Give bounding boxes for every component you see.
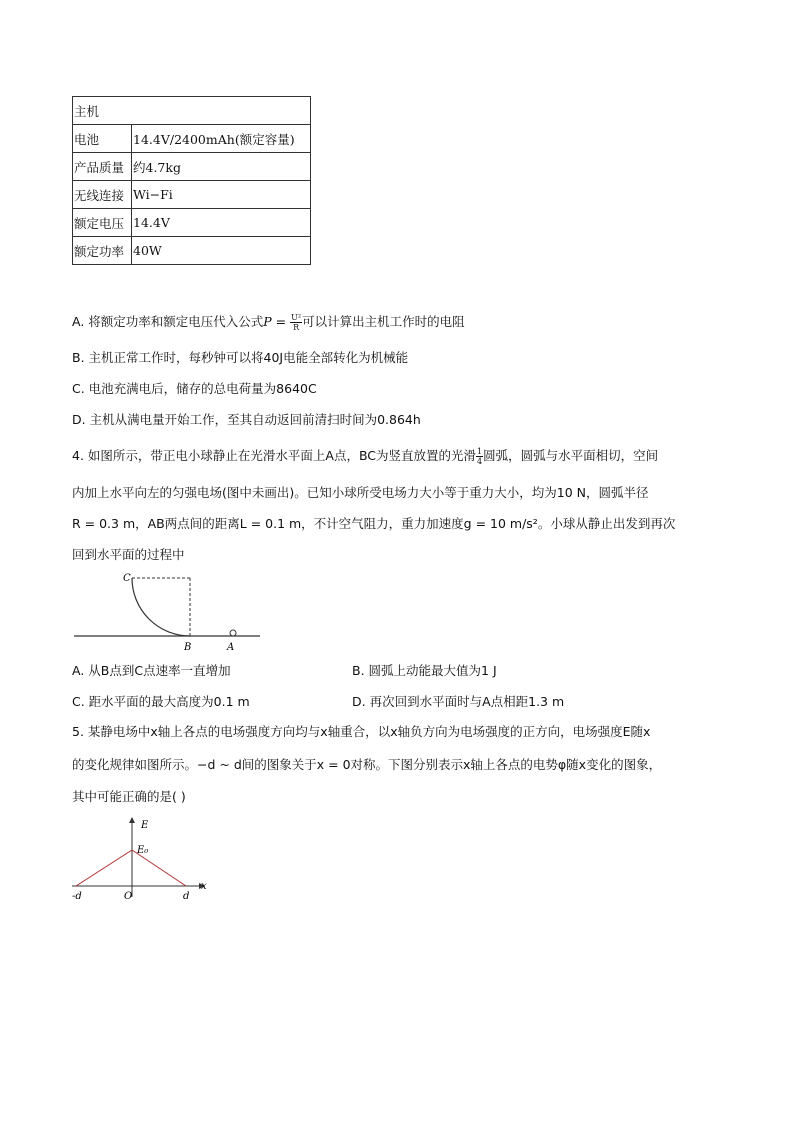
e-axis-label: E: [141, 820, 149, 831]
table-row: [73, 153, 311, 181]
q4-arc-diagram: [70, 568, 270, 654]
x-axis-label: x: [201, 881, 207, 892]
table-header-cell: 主机: [73, 97, 311, 125]
table-cell-value: Wi−Fi: [132, 181, 311, 209]
field-line-left: [76, 850, 132, 886]
q4-stem-line4: 回到水平面的过程中: [72, 547, 185, 562]
charged-ball: [230, 630, 236, 636]
quarter-arc: [132, 578, 190, 636]
table-row: [73, 125, 311, 153]
table-cell-value: 14.4V: [132, 209, 311, 237]
table-cell-label: 电池: [73, 125, 132, 153]
table-row: [73, 237, 311, 265]
table-cell-label: 产品质量: [73, 153, 132, 181]
e0-label: E₀: [137, 845, 149, 856]
neg-d-label: -d: [72, 891, 82, 902]
table-cell-value: 40W: [132, 237, 311, 265]
q4-stem-line3: R = 0.3 m，AB两点间的距离L = 0.1 m，不计空气阻力，重力加速度g = 10 m/s²。小球从静止出发到再次: [72, 516, 676, 531]
table-cell-label: 无线连接: [73, 181, 132, 209]
q4-option-c: C. 距水平面的最大高度为0.1 m: [72, 694, 250, 709]
q5-ex-graph: [68, 813, 218, 905]
label-b: B: [184, 642, 192, 653]
q4-option-b: B. 圆弧上动能最大值为1 J: [352, 663, 497, 678]
q4-stem-line1: 4. 如图所示，带正电小球静止在光滑水平面上A点，BC为竖直放置的光滑 $\frac{1}{4}$ 圆弧，圆弧与水平面相切，空间: [72, 447, 659, 466]
q3-option-d: D. 主机从满电量开始工作，至其自动返回前清扫时间为0.864h: [72, 412, 421, 427]
q3-option-c: C. 电池充满电后，储存的总电荷量为8640C: [72, 381, 317, 396]
quarter-fraction: $\frac{1}{4}$: [477, 447, 483, 466]
q3-option-a: A. 将额定功率和额定电压代入公式P = $\frac{\text{U²}}{R}$ 可以计算出主机工作时的电阻: [72, 313, 465, 332]
q5-stem-line3: 其中可能正确的是( ): [72, 789, 186, 804]
table-cell-label: 额定电压: [73, 209, 132, 237]
q4-option-a: A. 从B点到C点速率一直增加: [72, 663, 231, 678]
origin-label: O: [124, 891, 133, 902]
spec-table: [72, 96, 311, 265]
table-row: [73, 97, 311, 125]
q4-option-d: D. 再次回到水平面时与A点相距1.3 m: [352, 694, 565, 709]
table-cell-value: 约4.7kg: [132, 153, 311, 181]
table-row: [73, 209, 311, 237]
formula-text: P =: [263, 314, 287, 329]
label-a: A: [227, 642, 235, 653]
q3-option-b: B. 主机正常工作时，每秒钟可以将40J电能全部转化为机械能: [72, 350, 409, 365]
label-c: C: [123, 573, 131, 584]
q5-stem-line1: 5. 某静电场中x轴上各点的电场强度方向均与x轴重合，以x轴负方向为电场强度的正方向，电场强度E随x: [72, 724, 651, 739]
table-cell-value: 14.4V/2400mAh(额定容量): [132, 125, 311, 153]
table-row: [73, 181, 311, 209]
q5-stem-line2: 的变化规律如图所示。−d ~ d间的图象关于x = 0对称。下图分别表示x轴上各点的电势φ随x变化的图象，: [72, 757, 662, 772]
d-label: d: [183, 891, 190, 902]
table-cell-label: 额定功率: [73, 237, 132, 265]
formula-fraction: $\frac{\text{U²}}{R}$: [291, 313, 302, 332]
q4-stem-line2: 内加上水平向左的匀强电场(图中未画出)。已知小球所受电场力大小等于重力大小，均为10 N，圆弧半径: [72, 485, 649, 500]
